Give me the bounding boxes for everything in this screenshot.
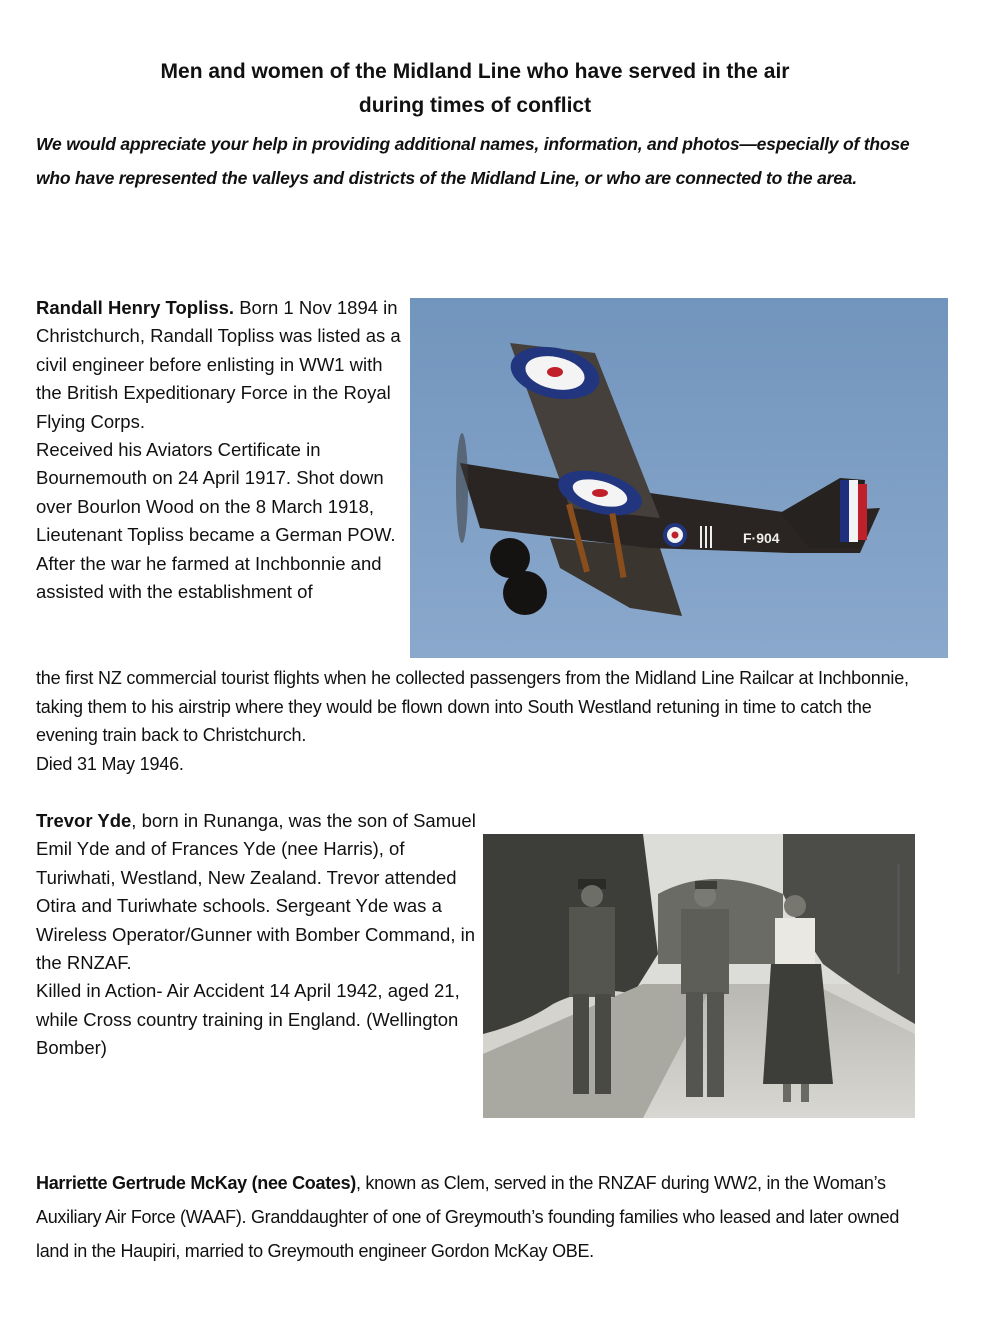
entry-topliss-continued — [36, 664, 936, 778]
page-title-line-2: during times of conflict — [358, 94, 592, 117]
page-title-line-1: Men and women of the Midland Line who have served in the air — [160, 60, 790, 83]
svg-text:F·904: F·904 — [743, 530, 780, 546]
entry-text: Received his Aviators Certificate in Bournemouth on 24 April 1917. Shot down over Bourlon Wood on the 8 March 1918, Lieutenant Topliss became a German POW. After the war he farmed at Inchbonnie and assisted with the establishment of — [36, 439, 396, 603]
entry-yde — [36, 807, 476, 1063]
entry-text: Born 1 Nov 1894 in Christchurch, Randall Topliss was listed as a civil engineer before enlisting in WW1 with the British Expeditionary Force in the Royal Flying Corps. — [36, 297, 401, 432]
entry-topliss — [36, 294, 406, 606]
entry-text: Killed in Action- Air Accident 14 April 1942, aged 21, while Cross country training in England. (Wellington Bomber) — [36, 980, 460, 1059]
entry-died: Died 31 May 1946. — [36, 753, 184, 774]
entry-text: , known as Clem, served in the RNZAF during WW2, in the Woman’s Auxiliary Air Force (WAAF). Granddaughter of one of Greymouth’s founding families who leased and later owned land in the Haupiri, married to Greymouth engineer Gordon McKay OBE. — [36, 1173, 900, 1261]
biplane-photo — [410, 298, 948, 658]
intro-appeal: We would appreciate your help in providing additional names, information, and photos—especially of those who have represented the valleys and districts of the Midland Line, or who are connected to the area. — [36, 134, 910, 188]
entry-text: , born in Runanga, was the son of Samuel Emil Yde and of Frances Yde (nee Harris), of Turiwhati, Westland, New Zealand. Trevor attended Otira and Turiwhate schools. Sergeant Yde was a Wireless Operator/Gunner with Bomber Command, in the RNZAF. — [36, 810, 476, 974]
entry-text: the first NZ commercial tourist flights when he collected passengers from the Midland Line Railcar at Inchbonnie, taking them to his airstrip where they would be flown down into South Westland retuning in time to catch the evening train back to Christchurch. — [36, 668, 909, 746]
entry-name: Harriette Gertrude McKay (nee Coates) — [36, 1173, 357, 1193]
entry-name: Randall Henry Topliss. — [36, 297, 235, 318]
family-photo — [483, 834, 915, 1118]
entry-mckay — [36, 1166, 936, 1268]
entry-name: Trevor Yde — [36, 810, 132, 831]
